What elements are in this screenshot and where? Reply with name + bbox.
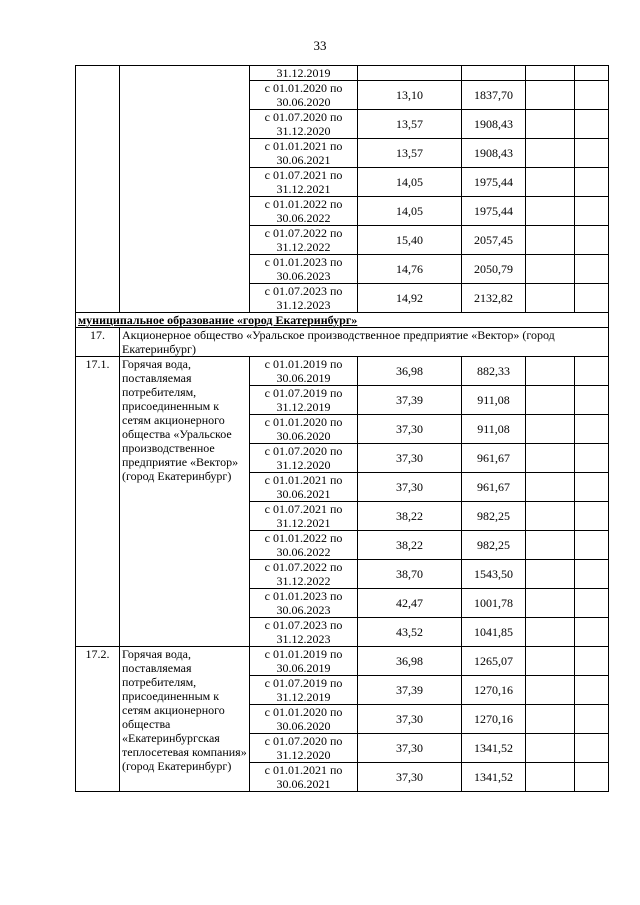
rate-value-cell: 37,30 — [358, 444, 462, 473]
empty-cell — [575, 386, 609, 415]
period-cell — [250, 139, 358, 168]
period-start: с 01.07.2022 по — [264, 560, 343, 574]
group-number: 17.2. — [76, 647, 120, 792]
period-end: 30.06.2023 — [276, 603, 331, 617]
empty-cell — [526, 284, 575, 313]
empty-cell — [526, 139, 575, 168]
period-start: с 01.01.2021 по — [264, 763, 343, 777]
table-row — [76, 66, 609, 81]
period-cell — [250, 589, 358, 618]
period-start: с 01.07.2023 по — [264, 284, 343, 298]
period-end: 30.06.2021 — [276, 153, 331, 167]
period-cell — [250, 705, 358, 734]
tariff-value-cell: 1341,52 — [462, 763, 526, 792]
empty-cell — [526, 255, 575, 284]
section-heading: муниципальное образование «город Екатеринбург» — [76, 313, 609, 328]
period-end: 31.12.2023 — [276, 298, 331, 312]
empty-cell — [526, 444, 575, 473]
period-start: с 01.01.2020 по — [264, 705, 343, 719]
rate-value-cell: 14,05 — [358, 197, 462, 226]
period-start: с 01.01.2022 по — [264, 197, 343, 211]
period-start: с 01.01.2020 по — [264, 81, 343, 95]
period-cell — [250, 560, 358, 589]
period-start: с 01.07.2019 по — [264, 386, 343, 400]
table-row — [76, 357, 609, 386]
empty-cell — [575, 226, 609, 255]
empty-cell — [575, 734, 609, 763]
period-cell — [250, 110, 358, 139]
section-heading-row — [76, 313, 609, 328]
tariff-value-cell — [462, 66, 526, 81]
empty-cell — [575, 560, 609, 589]
empty-cell — [526, 66, 575, 81]
period-cell — [250, 473, 358, 502]
empty-cell — [575, 81, 609, 110]
rate-value-cell: 38,22 — [358, 531, 462, 560]
empty-cell — [575, 139, 609, 168]
period-start: с 01.07.2020 по — [264, 734, 343, 748]
empty-cell — [526, 197, 575, 226]
empty-cell — [575, 763, 609, 792]
empty-cell — [575, 589, 609, 618]
organization-row — [76, 328, 609, 357]
period-end: 30.06.2019 — [276, 371, 331, 385]
empty-cell — [526, 502, 575, 531]
rate-value-cell: 37,39 — [358, 676, 462, 705]
period-cell — [250, 647, 358, 676]
empty-cell — [526, 357, 575, 386]
period-end: 30.06.2021 — [276, 487, 331, 501]
period-end: 30.06.2020 — [276, 95, 331, 109]
empty-cell — [575, 705, 609, 734]
rate-value-cell: 13,57 — [358, 139, 462, 168]
empty-cell — [575, 531, 609, 560]
tariff-value-cell: 1975,44 — [462, 197, 526, 226]
row-number-cell — [76, 66, 120, 313]
tariff-value-cell: 1001,78 — [462, 589, 526, 618]
rate-value-cell: 14,76 — [358, 255, 462, 284]
empty-cell — [575, 647, 609, 676]
tariff-value-cell: 1341,52 — [462, 734, 526, 763]
rate-value-cell — [358, 66, 462, 81]
period-end: 30.06.2019 — [276, 661, 331, 675]
period-end: 31.12.2019 — [276, 690, 331, 704]
period-cell — [250, 763, 358, 792]
period-end: 30.06.2022 — [276, 545, 331, 559]
period-end: 30.06.2021 — [276, 777, 331, 791]
period-end: 30.06.2023 — [276, 269, 331, 283]
period-start: с 01.07.2022 по — [264, 226, 343, 240]
empty-cell — [575, 255, 609, 284]
empty-cell — [526, 705, 575, 734]
period-cell — [250, 618, 358, 647]
tariff-value-cell: 1837,70 — [462, 81, 526, 110]
empty-cell — [526, 647, 575, 676]
rate-value-cell: 42,47 — [358, 589, 462, 618]
rate-value-cell: 15,40 — [358, 226, 462, 255]
period-start: с 01.01.2023 по — [264, 255, 343, 269]
rate-value-cell: 37,30 — [358, 473, 462, 502]
period-end: 31.12.2023 — [276, 632, 331, 646]
tariff-value-cell: 982,25 — [462, 502, 526, 531]
period-end: 30.06.2020 — [276, 429, 331, 443]
period-end: 31.12.2022 — [276, 240, 331, 254]
period-cell — [250, 531, 358, 560]
empty-cell — [575, 618, 609, 647]
rate-value-cell: 37,30 — [358, 415, 462, 444]
empty-cell — [575, 444, 609, 473]
empty-cell — [526, 226, 575, 255]
tariff-value-cell: 2057,45 — [462, 226, 526, 255]
period-end: 31.12.2021 — [276, 516, 331, 530]
rate-value-cell: 14,05 — [358, 168, 462, 197]
period-start: с 01.01.2022 по — [264, 531, 343, 545]
rate-value-cell: 36,98 — [358, 647, 462, 676]
period-start: с 01.01.2021 по — [264, 139, 343, 153]
period-start: с 01.01.2019 по — [264, 357, 343, 371]
period-end: 31.12.2021 — [276, 182, 331, 196]
period-start: с 01.07.2019 по — [264, 676, 343, 690]
period-cell — [250, 444, 358, 473]
period-end: 31.12.2022 — [276, 574, 331, 588]
empty-cell — [526, 531, 575, 560]
rate-value-cell: 13,10 — [358, 81, 462, 110]
tariff-value-cell: 1265,07 — [462, 647, 526, 676]
tariff-value-cell: 1975,44 — [462, 168, 526, 197]
period-end: 31.12.2020 — [276, 458, 331, 472]
tariff-table — [75, 65, 609, 792]
tariff-value-cell: 911,08 — [462, 386, 526, 415]
group-description: Горячая вода, поставляемая потребителям, присоединенным к сетям акционерного общества «Екатеринбургская теплосетевая компания» (город Екатеринбург) — [120, 647, 250, 792]
period-cell — [250, 357, 358, 386]
tariff-table-body — [76, 66, 609, 792]
empty-cell — [575, 415, 609, 444]
rate-value-cell: 37,30 — [358, 705, 462, 734]
empty-cell — [575, 473, 609, 502]
tariff-value-cell: 1543,50 — [462, 560, 526, 589]
period-cell — [250, 734, 358, 763]
tariff-value-cell: 2050,79 — [462, 255, 526, 284]
period-cell — [250, 284, 358, 313]
empty-cell — [526, 415, 575, 444]
rate-value-cell: 14,92 — [358, 284, 462, 313]
empty-cell — [526, 168, 575, 197]
rate-value-cell: 37,30 — [358, 763, 462, 792]
period-end: 30.06.2022 — [276, 211, 331, 225]
empty-cell — [575, 66, 609, 81]
tariff-value-cell: 982,25 — [462, 531, 526, 560]
group-number: 17.1. — [76, 357, 120, 647]
tariff-value-cell: 1270,16 — [462, 705, 526, 734]
tariff-value-cell: 2132,82 — [462, 284, 526, 313]
rate-value-cell: 38,70 — [358, 560, 462, 589]
period-start: с 01.01.2019 по — [264, 647, 343, 661]
period-cell — [250, 386, 358, 415]
organization-name: Акционерное общество «Уральское производственное предприятие «Вектор» (город Екатеринбург) — [120, 328, 609, 357]
empty-cell — [526, 560, 575, 589]
period-cell — [250, 415, 358, 444]
rate-value-cell: 13,57 — [358, 110, 462, 139]
period-tail-cell: 31.12.2019 — [250, 66, 358, 81]
empty-cell — [526, 81, 575, 110]
period-end: 31.12.2020 — [276, 124, 331, 138]
empty-cell — [575, 502, 609, 531]
tariff-value-cell: 1908,43 — [462, 139, 526, 168]
period-cell — [250, 255, 358, 284]
period-cell — [250, 81, 358, 110]
period-cell — [250, 168, 358, 197]
page-number: 33 — [313, 38, 327, 53]
empty-cell — [575, 110, 609, 139]
empty-cell — [526, 676, 575, 705]
period-start: с 01.07.2020 по — [264, 110, 343, 124]
empty-cell — [575, 168, 609, 197]
period-start: с 01.01.2021 по — [264, 473, 343, 487]
period-cell — [250, 226, 358, 255]
empty-cell — [526, 386, 575, 415]
period-start: с 01.01.2023 по — [264, 589, 343, 603]
period-start: с 01.07.2021 по — [264, 502, 343, 516]
description-cell — [120, 66, 250, 313]
rate-value-cell: 38,22 — [358, 502, 462, 531]
empty-cell — [575, 197, 609, 226]
rate-value-cell: 36,98 — [358, 357, 462, 386]
table-row — [76, 647, 609, 676]
rate-value-cell: 43,52 — [358, 618, 462, 647]
empty-cell — [526, 763, 575, 792]
empty-cell — [526, 473, 575, 502]
period-cell — [250, 197, 358, 226]
group-description: Горячая вода, поставляемая потребителям, присоединенным к сетям акционерного общества «Уральское производственное предприятие «Вектор» (город Екатеринбург) — [120, 357, 250, 647]
period-end: 31.12.2020 — [276, 748, 331, 762]
period-start: с 01.07.2020 по — [264, 444, 343, 458]
organization-number: 17. — [76, 328, 120, 357]
empty-cell — [575, 357, 609, 386]
rate-value-cell: 37,39 — [358, 386, 462, 415]
empty-cell — [526, 110, 575, 139]
empty-cell — [526, 618, 575, 647]
empty-cell — [526, 734, 575, 763]
empty-cell — [575, 284, 609, 313]
period-start: с 01.07.2021 по — [264, 168, 343, 182]
empty-cell — [526, 589, 575, 618]
period-start: с 01.07.2023 по — [264, 618, 343, 632]
tariff-value-cell: 1270,16 — [462, 676, 526, 705]
period-end: 30.06.2020 — [276, 719, 331, 733]
period-end: 31.12.2019 — [276, 400, 331, 414]
rate-value-cell: 37,30 — [358, 734, 462, 763]
empty-cell — [575, 676, 609, 705]
period-start: с 01.01.2020 по — [264, 415, 343, 429]
period-cell — [250, 676, 358, 705]
period-cell — [250, 502, 358, 531]
tariff-value-cell: 961,67 — [462, 444, 526, 473]
tariff-value-cell: 1908,43 — [462, 110, 526, 139]
tariff-value-cell: 882,33 — [462, 357, 526, 386]
tariff-value-cell: 911,08 — [462, 415, 526, 444]
tariff-value-cell: 961,67 — [462, 473, 526, 502]
tariff-value-cell: 1041,85 — [462, 618, 526, 647]
